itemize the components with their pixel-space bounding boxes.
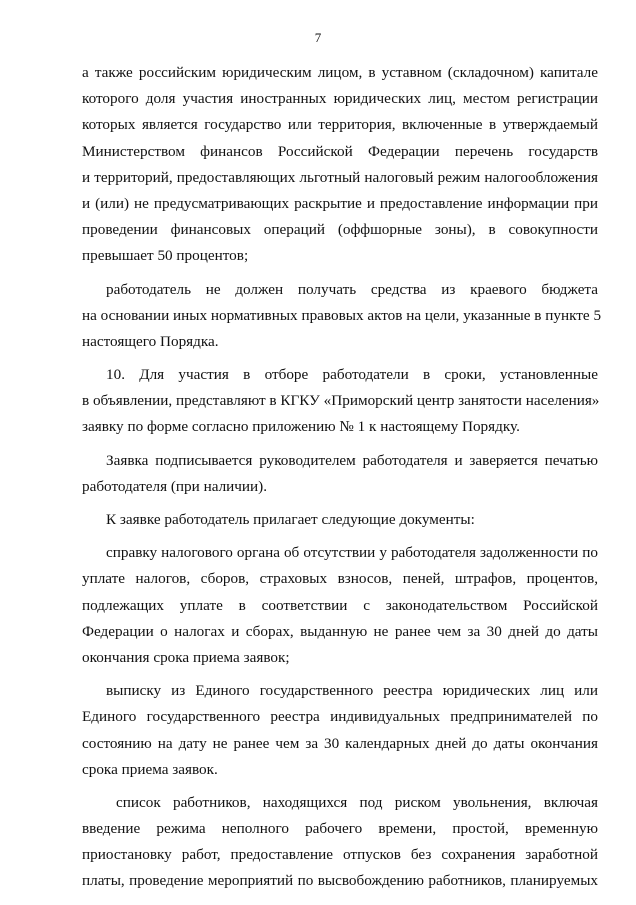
text-line: окончания срока приема заявок; [82, 648, 290, 666]
paragraph [82, 540, 598, 671]
text-line: приостановку работ, предоставление отпусков без сохранения заработной [82, 846, 598, 864]
paragraph [82, 60, 598, 270]
document-body [82, 60, 602, 895]
text-line: превышает 50 процентов; [82, 247, 249, 265]
text-line: Министерством финансов Российской Федерации перечень государств [82, 142, 598, 160]
paragraph [82, 277, 602, 356]
text-line: а также российским юридическим лицом, в уставном (складочном) капитале [82, 64, 598, 81]
text-line: настоящего Порядка. [82, 332, 219, 350]
text-line: платы, проведение мероприятий по высвобождению работников, планируемых [82, 872, 598, 890]
text-line: и территорий, предоставляющих льготный налоговый режим налогообложения [82, 168, 598, 186]
text-line: которого доля участия иностранных юридических лиц, местом регистрации [82, 90, 598, 108]
page-number: 7 [314, 30, 322, 45]
text-line: на основании иных нормативных правовых актов на цели, указанные в пункте 5 [82, 306, 602, 324]
paragraph [82, 678, 598, 783]
text-line: справку налогового органа об отсутствии у работодателя задолженности по [106, 544, 598, 562]
text-line: список работников, находящихся под риском увольнения, включая [116, 793, 598, 811]
text-line: введение режима неполного рабочего времени, простой, временную [82, 820, 598, 838]
paragraph [82, 448, 598, 500]
paragraph-gap [82, 533, 598, 540]
text-line: и (или) не предусматривающих раскрытие и предоставление информации при [82, 194, 598, 212]
paragraph [82, 790, 598, 895]
text-line: которых является государство или территория, включенные в утверждаемый [82, 116, 598, 134]
text-line: состоянию на дату не ранее чем за 30 календарных дней до даты окончания [82, 734, 598, 752]
text-line: Единого государственного реестра индивидуальных предпринимателей по [82, 708, 598, 726]
text-line: К заявке работодатель прилагает следующие документы: [106, 511, 475, 528]
text-line: Заявка подписывается руководителем работодателя и заверяется печатью [106, 451, 598, 469]
paragraph [82, 362, 598, 441]
paragraph-gap [82, 783, 598, 790]
text-line: в объявлении, представляют в КГКУ «Приморский центр занятости населения» [82, 392, 600, 410]
text-line: подлежащих уплате в соответствии с законодательством Российской [82, 596, 598, 614]
paragraph [82, 507, 598, 533]
paragraph-gap [82, 500, 598, 507]
text-line: проведении финансовых операций (оффшорные зоны), в совокупности [82, 221, 598, 239]
paragraph-gap [82, 671, 598, 678]
text-line: работодателя (при наличии). [82, 477, 268, 495]
text-line: 10. Для участия в отборе работодатели в сроки, установленные [106, 366, 598, 384]
text-line: Федерации о налогах и сборах, выданную не ранее чем за 30 дней до даты [82, 622, 598, 640]
text-line: выписку из Единого государственного реестра юридических лиц или [106, 682, 598, 700]
text-line: заявку по форме согласно приложению № 1 к настоящему Порядку. [82, 418, 520, 436]
text-line: срока приема заявок. [82, 760, 218, 778]
text-line: уплате налогов, сборов, страховых взносов, пеней, штрафов, процентов, [82, 570, 598, 588]
paragraph-gap [82, 355, 598, 362]
text-line: работодатель не должен получать средства из краевого бюджета [106, 280, 598, 298]
paragraph-gap [82, 270, 598, 277]
paragraph-gap [82, 441, 598, 448]
